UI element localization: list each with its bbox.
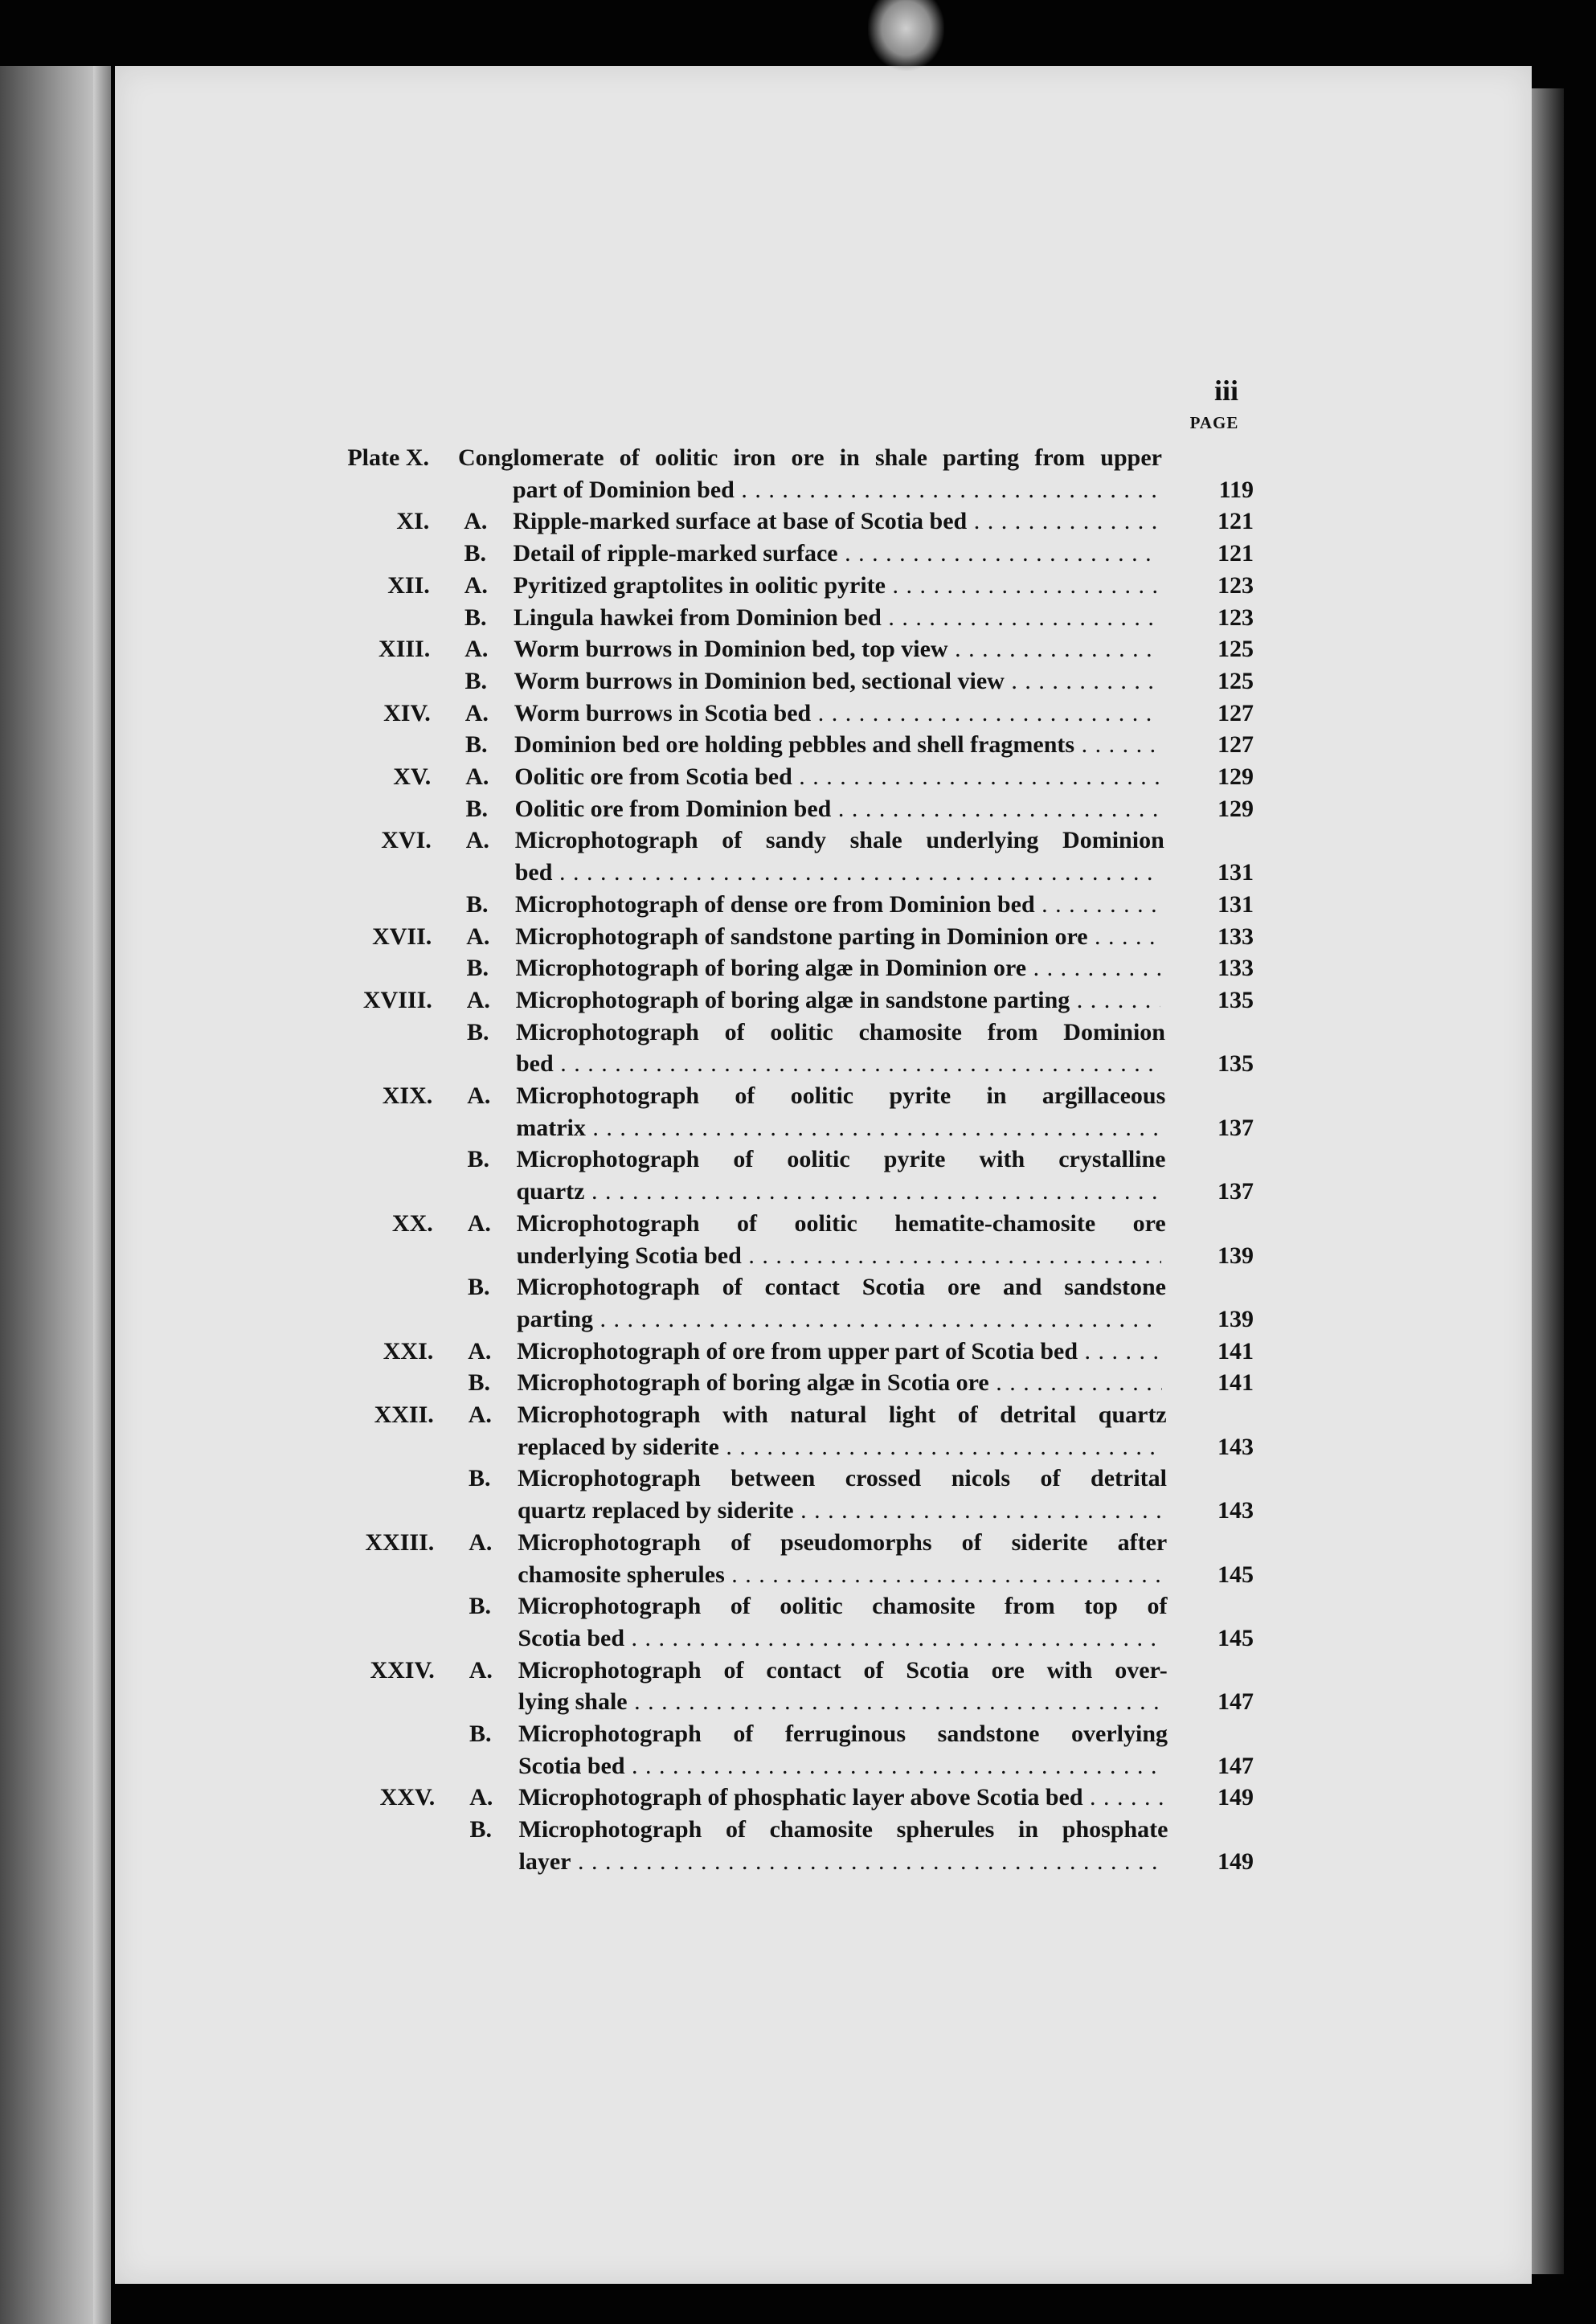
- plate-figure-letter: A.: [464, 508, 488, 535]
- plate-page-number: 135: [1217, 986, 1254, 1013]
- plate-page-number: 139: [1217, 1305, 1254, 1332]
- plate-entry-line: [0, 984, 1596, 1017]
- plate-page-number: 149: [1217, 1847, 1254, 1875]
- plate-entry-line: [0, 442, 1596, 474]
- plate-caption: Scotia bed . . .: [518, 1622, 1163, 1655]
- plate-entry-line: [0, 1590, 1596, 1622]
- plate-page-number: 129: [1217, 795, 1254, 822]
- plate-number: XXIII.: [365, 1528, 435, 1556]
- plate-caption: quartz . . .: [517, 1176, 1161, 1208]
- plate-caption: part of Dominion bed . . .: [513, 474, 1157, 506]
- plate-caption: Oolitic ore from Dominion bed . . .: [515, 793, 1160, 825]
- plate-caption: replaced by siderite . . .: [518, 1431, 1162, 1463]
- plate-caption: Microphotograph of boring algæ in Dominion ore . . .: [516, 952, 1160, 984]
- plate-page-number: 149: [1217, 1784, 1254, 1811]
- plate-page-number: 145: [1217, 1561, 1254, 1588]
- plate-number: XIII.: [379, 636, 431, 663]
- plate-caption: Microphotograph with natural light of detrital quartz: [517, 1401, 1167, 1428]
- plate-entry-line: [0, 665, 1596, 698]
- plate-figure-letter: B.: [464, 604, 487, 631]
- plate-entry-line: [0, 1017, 1596, 1049]
- plate-page-number: 123: [1217, 604, 1254, 631]
- plate-figure-letter: B.: [469, 1593, 492, 1620]
- plate-figure-letter: A.: [464, 571, 488, 599]
- plate-page-number: 137: [1217, 1178, 1254, 1205]
- plate-entry-line: [0, 1336, 1596, 1368]
- plate-entry-line: [0, 1431, 1596, 1463]
- plate-page-number: 125: [1217, 667, 1254, 694]
- plate-page-number: 145: [1217, 1624, 1254, 1651]
- plate-entry-line: [0, 1367, 1596, 1399]
- plate-entry-line: [0, 1303, 1596, 1336]
- plate-entry-line: [0, 1686, 1596, 1718]
- plate-page-number: 131: [1217, 890, 1254, 918]
- plate-entry-line: [0, 1399, 1596, 1431]
- page-number: iii: [1213, 374, 1238, 407]
- plate-figure-letter: A.: [468, 1401, 492, 1428]
- plate-number: XVII.: [372, 923, 432, 950]
- plate-entry-line: [0, 1463, 1596, 1495]
- plate-caption: parting . . .: [517, 1303, 1161, 1336]
- plate-page-number: 139: [1217, 1242, 1254, 1269]
- plate-figure-letter: B.: [465, 795, 489, 822]
- plate-caption: Microphotograph of chamosite spherules in phosphate: [518, 1816, 1168, 1843]
- plate-caption: Conglomerate of oolitic iron ore in shale parting from upper: [458, 444, 1162, 471]
- plate-caption: Lingula hawkei from Dominion bed . . .: [514, 602, 1158, 634]
- plate-figure-letter: B.: [468, 1369, 491, 1397]
- plate-entry-line: [0, 1271, 1596, 1303]
- plate-entry-line: [0, 952, 1596, 984]
- plate-entry-line: [0, 1814, 1596, 1846]
- page-column-heading: PAGE: [1189, 413, 1239, 432]
- plate-page-number: 131: [1217, 859, 1254, 886]
- plate-figure-letter: B.: [464, 667, 488, 694]
- plate-caption: bed . . .: [516, 1048, 1160, 1080]
- plate-page-number: 121: [1217, 540, 1254, 567]
- plate-page-number: 135: [1217, 1050, 1254, 1078]
- plate-entry-line: [0, 889, 1596, 921]
- plate-figure-letter: B.: [469, 1465, 491, 1492]
- plate-entry-line: [0, 633, 1596, 665]
- plate-figure-letter: A.: [466, 923, 490, 950]
- plate-caption: Ripple-marked surface at base of Scotia bed . . .: [513, 505, 1157, 538]
- plate-entry-line: [0, 793, 1596, 825]
- plate-number: XI.: [396, 508, 430, 535]
- plate-caption: Microphotograph of ferruginous sandstone overlying: [518, 1720, 1168, 1747]
- plate-number: XXII.: [374, 1401, 434, 1428]
- plate-caption: Scotia bed . . .: [518, 1750, 1163, 1782]
- plate-figure-letter: A.: [469, 1528, 493, 1556]
- plate-caption: Microphotograph of oolitic pyrite in argillaceous: [516, 1082, 1166, 1109]
- plate-figure-letter: A.: [469, 1784, 493, 1811]
- plate-caption: Microphotograph of oolitic hematite-chamosite ore: [516, 1209, 1166, 1237]
- plate-figure-letter: A.: [467, 1082, 491, 1109]
- plate-number: XVI.: [381, 827, 432, 854]
- plate-figure-letter: A.: [464, 636, 489, 663]
- plate-number: XXV.: [379, 1784, 436, 1811]
- plate-number: XIX.: [382, 1082, 433, 1109]
- plate-caption: Microphotograph of contact of Scotia ore with over-: [518, 1656, 1168, 1684]
- plate-figure-letter: B.: [467, 1146, 490, 1173]
- plate-page-number: 119: [1218, 476, 1254, 503]
- plate-page-number: 127: [1217, 731, 1254, 759]
- plate-figure-letter: B.: [465, 731, 488, 759]
- plate-entry-line: [0, 1655, 1596, 1687]
- plate-caption: Worm burrows in Scotia bed . . .: [514, 698, 1159, 730]
- plate-page-number: 133: [1217, 923, 1254, 950]
- plate-entry-line: [0, 505, 1596, 538]
- plate-caption: Microphotograph of oolitic pyrite with crystalline: [516, 1146, 1166, 1173]
- plate-page-number: 129: [1217, 763, 1254, 790]
- plate-caption: matrix . . .: [516, 1112, 1160, 1144]
- plate-entry-line: [0, 698, 1596, 730]
- plate-caption: bed . . .: [515, 857, 1160, 889]
- plate-entry-line: [0, 1048, 1596, 1080]
- plate-entry-line: [0, 1750, 1596, 1782]
- plate-number: Plate X.: [347, 444, 429, 471]
- plate-entry-line: [0, 1208, 1596, 1240]
- plate-caption: Pyritized graptolites in oolitic pyrite . . .: [514, 570, 1158, 602]
- plate-entry-line: [0, 921, 1596, 953]
- plate-entry-line: [0, 570, 1596, 602]
- plate-number: XV.: [393, 763, 432, 790]
- plate-caption: Oolitic ore from Scotia bed . . .: [514, 761, 1159, 793]
- plate-entry-line: [0, 824, 1596, 857]
- plate-entry-line: [0, 1240, 1596, 1272]
- plate-page-number: 125: [1217, 636, 1254, 663]
- plate-entry-line: [0, 1622, 1596, 1655]
- plate-number: XVIII.: [362, 986, 432, 1013]
- plate-caption: chamosite spherules . . .: [518, 1559, 1162, 1591]
- plate-figure-letter: A.: [465, 763, 489, 790]
- plate-number: XII.: [387, 571, 430, 599]
- plate-entry-line: [0, 474, 1596, 506]
- plate-caption: Microphotograph of contact Scotia ore and sandstone: [517, 1274, 1166, 1301]
- plate-entry-line: [0, 602, 1596, 634]
- plate-entry-line: [0, 1495, 1596, 1527]
- plate-caption: underlying Scotia bed . . .: [517, 1240, 1161, 1272]
- plate-entry-line: [0, 1846, 1596, 1878]
- plate-page-number: 143: [1217, 1433, 1254, 1460]
- plate-caption: Microphotograph of sandy shale underlying Dominion: [514, 827, 1164, 854]
- plate-entry-line: [0, 729, 1596, 761]
- plate-entry-line: [0, 1144, 1596, 1176]
- plate-caption: lying shale . . .: [518, 1686, 1163, 1718]
- paper-scrap: [868, 0, 944, 71]
- plate-page-number: 147: [1217, 1688, 1254, 1716]
- plate-page-number: 141: [1217, 1337, 1254, 1365]
- plate-caption: Detail of ripple-marked surface . . .: [514, 538, 1158, 570]
- plate-caption: Worm burrows in Dominion bed, top view . . .: [514, 633, 1158, 665]
- plate-page-number: 133: [1217, 955, 1254, 982]
- plate-caption: Microphotograph of boring algæ in Scotia ore . . .: [518, 1367, 1162, 1399]
- plate-entry-line: [0, 1782, 1596, 1814]
- plate-caption: Microphotograph of dense ore from Dominion bed . . .: [515, 889, 1160, 921]
- plate-figure-letter: A.: [469, 1656, 493, 1684]
- plate-figure-letter: B.: [469, 1816, 493, 1843]
- plate-number: XIV.: [383, 699, 431, 726]
- plate-entry-line: [0, 1080, 1596, 1112]
- plate-page-number: 141: [1217, 1369, 1254, 1397]
- plate-page-number: 121: [1217, 508, 1254, 535]
- plate-figure-letter: A.: [468, 1337, 492, 1365]
- plate-caption: Microphotograph of ore from upper part of Scotia bed . . .: [517, 1336, 1161, 1368]
- plate-entry-line: [0, 857, 1596, 889]
- plate-page-number: 137: [1217, 1114, 1254, 1141]
- plate-entry-line: [0, 761, 1596, 793]
- plate-caption: Microphotograph of phosphatic layer above Scotia bed . . .: [518, 1782, 1163, 1814]
- plate-caption: Microphotograph of oolitic chamosite from Dominion: [516, 1018, 1165, 1045]
- plate-entry-line: [0, 538, 1596, 570]
- plate-page-number: 127: [1217, 699, 1254, 726]
- plate-figure-letter: B.: [466, 955, 489, 982]
- plate-caption: Microphotograph between crossed nicols of detrital: [518, 1465, 1167, 1492]
- plate-page-number: 123: [1217, 571, 1254, 599]
- plate-caption: quartz replaced by siderite . . .: [518, 1495, 1162, 1527]
- plate-entry-line: [0, 1527, 1596, 1559]
- plate-caption: layer . . .: [519, 1846, 1164, 1878]
- plate-figure-letter: A.: [466, 986, 490, 1013]
- plate-entry-line: [0, 1559, 1596, 1591]
- plate-caption: Worm burrows in Dominion bed, sectional view . . .: [514, 665, 1159, 698]
- plate-entry-line: [0, 1718, 1596, 1750]
- plate-figure-letter: B.: [464, 540, 487, 567]
- plate-caption: Microphotograph of sandstone parting in Dominion ore . . .: [515, 921, 1160, 953]
- plate-caption: Dominion bed ore holding pebbles and shell fragments . . .: [514, 729, 1159, 761]
- plate-caption: Microphotograph of pseudomorphs of siderite after: [518, 1528, 1168, 1556]
- plate-caption: Microphotograph of boring algæ in sandstone parting . . .: [516, 984, 1160, 1017]
- plate-figure-letter: A.: [467, 1209, 491, 1237]
- plate-figure-letter: B.: [468, 1274, 490, 1301]
- plate-figure-letter: B.: [469, 1720, 492, 1747]
- plate-page-number: 143: [1217, 1497, 1254, 1524]
- plate-figure-letter: B.: [466, 890, 489, 918]
- plate-page-number: 147: [1217, 1752, 1254, 1779]
- plate-number: XXI.: [383, 1337, 434, 1365]
- plate-figure-letter: A.: [464, 699, 489, 726]
- plate-number: XX.: [391, 1209, 433, 1237]
- plate-entry-line: [0, 1176, 1596, 1208]
- plate-figure-letter: A.: [465, 827, 489, 854]
- plate-caption: Microphotograph of oolitic chamosite from top of: [518, 1593, 1168, 1620]
- plate-number: XXIV.: [370, 1656, 435, 1684]
- plate-figure-letter: B.: [467, 1018, 489, 1045]
- plate-entry-line: [0, 1112, 1596, 1144]
